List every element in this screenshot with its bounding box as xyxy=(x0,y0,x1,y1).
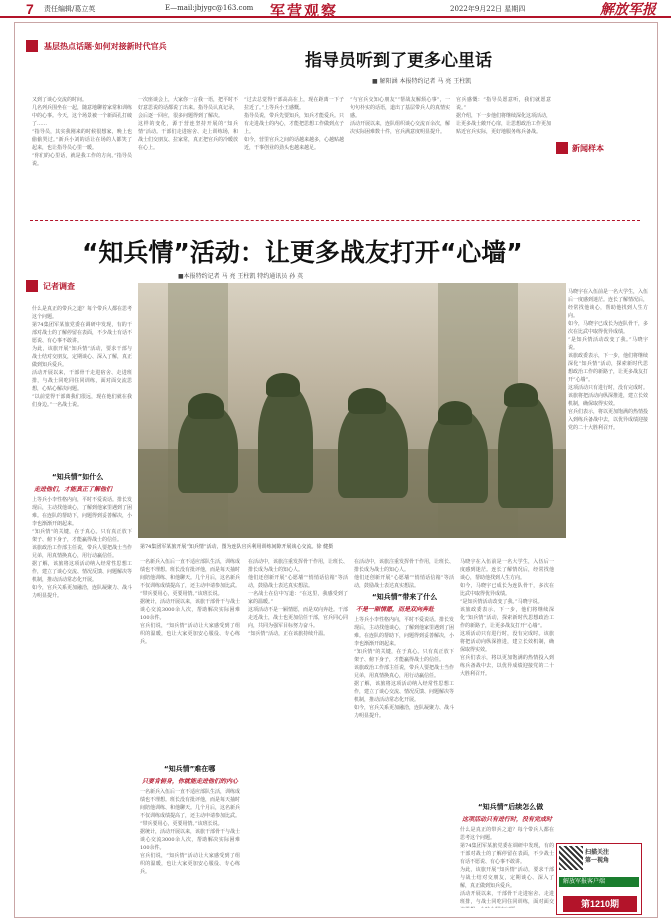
article2-column: 在活动中，该旅注重发挥骨干作用，让班长、排长成为战士的知心人。 他们还创新开展“心愿墙”“悄悄话信箱”等活动，鼓励战士表达真实想法。 xyxy=(354,559,454,588)
reporter-tag xyxy=(26,280,75,292)
article2-column: 马晓宇在入伍前是一名大学生，入伍后一度感到迷茫。连长了解情况后，经常找他谈心，帮助他找到人生方向。 如今，马晓宇已成长为连队骨干，多次在比武中取得优异成绩。 “是知兵情活动改变了我。”马晓宇说。 该旅政委表示，下一步，他们将继续深化“知兵情”活动，探索新时代思想政治工作的新路子，让更多战友打开“心墙”。 这项活动只有进行时，没有完成时。该旅将把活动向纵深推进，建立长效机制，确保取得实效。 官兵们表示，将以更加饱满的热情投入到练兵备战中去，以优异成绩迎接党的二十大胜利召开。 xyxy=(568,289,648,431)
news-sample-label: 新闻样本 xyxy=(572,143,604,153)
page-header xyxy=(0,0,671,18)
article2-column: 什么是真正的带兵之道？每个带兵人都在思考这个问题。 第74集团军某旅党委在调研中发现，有的干部对战士的了解停留在表面，不少战士有话不愿说、有心事不敢讲。 为此，该旅开展“知兵情”活动，要求干部与战士结对交朋友，定期谈心、深入了解，真正做到知兵爱兵。 活动开展以来，干部骨干走进宿舍、走进班排，与战士同吃同住同训练，面对面交流思想，心贴心解决问题。 “以前觉得干部离我们很远，现在他们就在我们身边。”一名战士说。 xyxy=(32,306,132,408)
article1-column: 官兵感慨：“指导员愿意听，我们就愿意说。” 据介绍，下一步他们将继续深化这项活动，让更多战士敞开心扉，让思想政治工作更加贴近官兵实际，更好地服务练兵备战。 xyxy=(456,97,551,135)
article2-column: 马晓宇在入伍前是一名大学生，入伍后一度感到迷茫。连长了解情况后，经常找他谈心，帮助他找到人生方向。 如今，马晓宇已成长为连队骨干，多次在比武中取得优异成绩。 “是知兵情活动改变了我。”马晓宇说。 该旅政委表示，下一步，他们将继续深化“知兵情”活动，探索新时代思想政治工作的新路子，让更多战友打开“心墙”。 这项活动只有进行时，没有完成时。该旅将把活动向纵深推进，建立长效机制，确保取得实效。 官兵们表示，将以更加饱满的热情投入到练兵备战中去，以优异成绩迎接党的二十大胜利召开。 xyxy=(460,559,554,677)
subhead: “知兵情”后续怎么做 xyxy=(478,803,544,811)
article1-column: 一次座谈会上，大家你一言我一语，把平时不好意思说的话都说了出来。指导员认真记录，会后逐一回应，很多问题得到了解决。 这样的变化，源于营连坚持开展的“知兵情”活动。干部们走进宿舍、走上训练场，和战士们交朋友、拉家常，真正把官兵的冷暖放在心上。 xyxy=(138,97,238,151)
subhead-tagline: 走进他们，才能真正了解他们 xyxy=(34,486,113,493)
app-label[interactable]: 解放军报客户端 xyxy=(559,877,639,887)
section-divider xyxy=(30,220,640,221)
badge-line2: 第一视角 xyxy=(585,858,610,864)
issue-number: 第1210期 xyxy=(563,896,637,912)
tag-bar-icon xyxy=(556,142,568,154)
subhead: “知兵情”如什么 xyxy=(52,473,104,481)
email: E—mail:jbjygc@163.com xyxy=(165,4,254,12)
issue-date: 2022年9月22日 星期四 xyxy=(450,5,526,13)
article2-column: 在活动中，该旅注重发挥骨干作用，让班长、排长成为战士的知心人。 他们还创新开展“心愿墙”“悄悄话信箱”等活动，鼓励战士表达真实想法。 一名战士在信中写道：“在这里，我感受到了家的温暖。” 这项活动不是一厢情愿，而是双向奔赴。干部走近战士，战士也更加信任干部，官兵同心同向，共同为强军目标努力奋斗。 “知兵情”活动，正在该旅持续升温。 xyxy=(248,559,348,637)
issue-badge xyxy=(556,843,642,915)
subhead: “知兵情”带来了什么 xyxy=(372,593,438,601)
feature-tag xyxy=(26,38,216,54)
article2-column: 上等兵小李性格内向，平时不爱说话。排长发现后，主动找他谈心，了解到他家里遇到了困难。在连队的帮助下，问题得到妥善解决，小李也渐渐开朗起来。 “知兵情”的关键，在于真心。只有真正放下架子、俯下身子，才能赢得战士的信任。 该旅政治工作部主任说，带兵人要把战士当作兄弟，用真情换真心，用行动赢信任。 据了解，该旅将这项活动纳入经常性思想工作，建立了谈心交流、情况反馈、问题解决等机制，推动活动常态化开展。 如今，官兵关系更加融洽，连队凝聚力、战斗力明显提升。 xyxy=(32,497,132,599)
article2-column: 上等兵小李性格内向，平时不爱说话。排长发现后，主动找他谈心，了解到他家里遇到了困难。在连队的帮助下，问题得到妥善解决，小李也渐渐开朗起来。 “知兵情”的关键，在于真心。只有真正放下架子、俯下身子，才能赢得战士的信任。 该旅政治工作部主任说，带兵人要把战士当作兄弟，用真情换真心，用行动赢信任。 据了解，该旅将这项活动纳入经常性思想工作，建立了谈心交流、情况反馈、问题解决等机制，推动活动常态化开展。 如今，官兵关系更加融洽，连队凝聚力、战斗力明显提升。 xyxy=(354,617,454,719)
subhead: “知兵情”难在哪 xyxy=(164,765,216,773)
article2-byline: ■本报特约记者 马 亮 王柱凯 特约通讯员 孙 英 xyxy=(178,273,304,280)
page-number: 7 xyxy=(26,1,34,17)
news-sample-tag xyxy=(556,142,604,154)
feature-tag-label: 基层热点话题·如何对接新时代官兵 xyxy=(44,41,167,51)
editor-credit: 责任编辑/葛立英 xyxy=(44,5,96,13)
subhead-tagline: 不是一厢情愿，而是双向奔赴 xyxy=(356,606,435,613)
article1-byline: ■ 解阳涵 本报特约记者 马 亮 王柱凯 xyxy=(372,78,472,85)
subhead-tagline: 这项活动只有进行时，没有完成时 xyxy=(462,816,553,823)
article1-column: “与官兵交知心朋友”“帮战友解烦心事”，一句句朴实的话语，道出了基层带兵人的真情实感。 活动开展以来，连队组织谈心交流百余次，解决实际困难数十件，官兵满意度明显提升。 xyxy=(350,97,450,135)
article2-column: 一名新兵入伍后一直不适应部队生活，训练成绩也不理想。班长没有批评他，而是每天抽时间陪他训练、和他聊天。几个月后，这名新兵不仅训练成绩提高了，还主动申请参加比武。 “带兵要用心，更要用情。”该班长说。 据统计，活动开展以来，该旅干部骨干与战士谈心交流3000余人次，帮助解决实际困难100余件。 官兵们说，“知兵情”活动让大家感受到了组织的温暖，也让大家更加安心服役、专心练兵。 xyxy=(140,559,240,645)
section-title: 军营观察 xyxy=(270,3,339,20)
tag-bar-icon xyxy=(26,280,38,292)
soldiers-photo xyxy=(138,283,566,538)
article1-column: 又到了谈心交流的时间。 几名列兵围坐在一起，随意地聊着家常和训练中的心事。今天，这个场景被一个新面孔打破了…… “指导员，其实我刚来的时候很想家，晚上也偷偷哭过。”新兵小刘的话让在场的人都笑了起来，也让指导员心里一暖。 “你们的心里话，就是我工作的方向。”指导员说。 xyxy=(32,97,132,167)
article1-column: “过去总觉得干部高高在上，现在距离一下子拉近了。”上等兵小王感慨。 指导员说，带兵先要知兵，知兵才能爱兵。只有走进战士的内心，才能把思想工作做到点子上。 如今，营里官兵之间的话越来越多，心越贴越近，干事创业的劲头也越来越足。 xyxy=(244,97,344,151)
article2-title: “知兵情”活动：让更多战友打开“心墙” xyxy=(82,238,523,267)
tag-bar-icon xyxy=(26,40,38,52)
qr-code-icon[interactable] xyxy=(559,846,583,870)
subhead-tagline: 只要肯俯身，你就能走进他们的内心 xyxy=(142,778,239,785)
reporter-tag-label: 记者调查 xyxy=(43,281,75,291)
badge-line1: 扫描关注 xyxy=(585,850,610,856)
newspaper-logo: 解放军报 xyxy=(600,2,656,18)
photo-caption: 第74集团军某旅开展“知兵情”活动，图为连队官兵利用训练间隙开展谈心交流。徐 健摄 xyxy=(140,544,334,550)
article2-column: 什么是真正的带兵之道？每个带兵人都在思考这个问题。 第74集团军某旅党委在调研中发现，有的干部对战士的了解停留在表面，不少战士有话不愿说、有心事不敢讲。 为此，该旅开展“知兵情”活动，要求干部与战士结对交朋友，定期谈心、深入了解，真正做到知兵爱兵。 活动开展以来，干部骨干走进宿舍、走进班排，与战士同吃同住同训练，面对面交 xyxy=(460,827,554,905)
article1-title: 指导员听到了更多心里话 xyxy=(305,51,492,71)
article2-column: 一名新兵入伍后一直不适应部队生活，训练成绩也不理想。班长没有批评他，而是每天抽时间陪他训练、和他聊天。几个月后，这名新兵不仅训练成绩提高了，还主动申请参加比武。 “带兵要用心，更要用情。”该班长说。 据统计，活动开展以来，该旅干部骨干与战士谈心交流3000余人次，帮助解决实际困难100余件。 官兵们说，“知兵情”活动让大家感受到了组织的温暖，也让大家更加安心服役、专心练兵。 xyxy=(140,789,240,875)
